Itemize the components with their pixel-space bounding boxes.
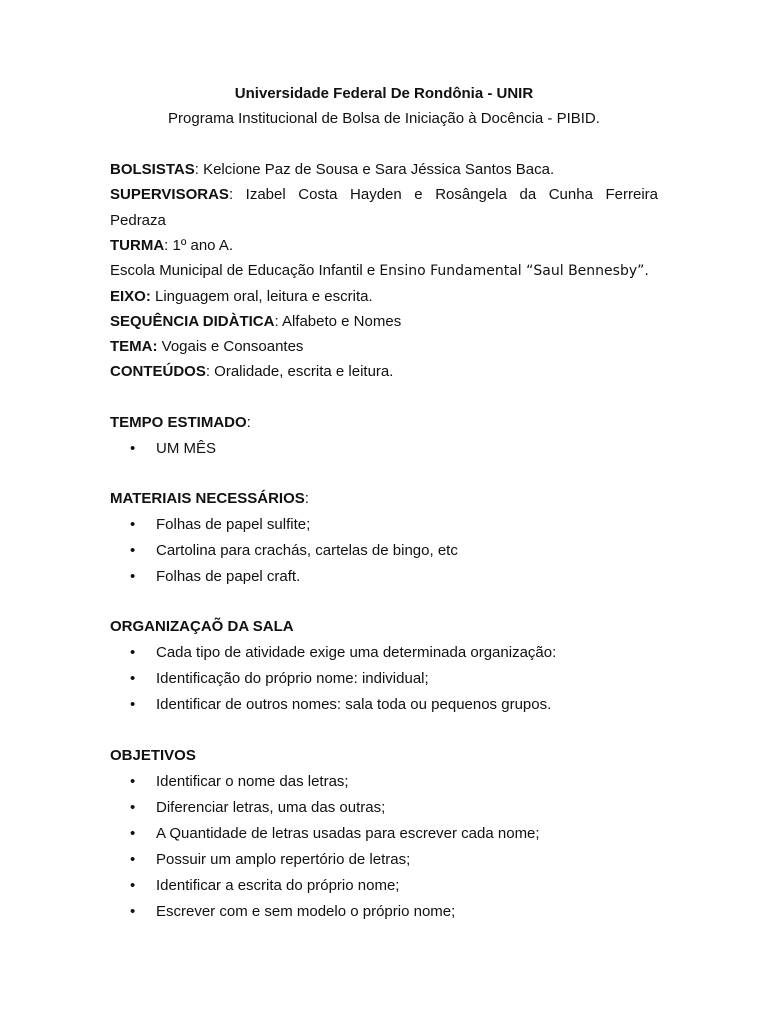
bolsistas-value: : Kelcione Paz de Sousa e Sara Jéssica Santos Baca.: [194, 161, 555, 178]
conteudos-value: : Oralidade, escrita e leitura.: [205, 363, 394, 380]
supervisoras-value: : Izabel Costa Hayden e Rosângela da Cunha Ferreira: [228, 186, 658, 203]
turma-label: TURMA: [110, 237, 165, 254]
bullet-icon: •: [130, 568, 136, 585]
escola-part1: Escola Municipal de Educação Infantil e: [110, 262, 380, 279]
bullet-icon: •: [130, 696, 136, 713]
sequencia-line: [110, 313, 658, 331]
bolsistas-line: [110, 161, 658, 179]
turma-line: [110, 237, 658, 255]
bullet-icon: •: [130, 644, 136, 661]
materiais-heading: MATERIAIS NECESSÁRIOS:: [110, 490, 309, 507]
supervisoras-line: [110, 186, 658, 204]
bullet-icon: •: [130, 670, 136, 687]
objetivos-heading: OBJETIVOS: [110, 747, 196, 764]
supervisoras-continuation: Pedraza: [110, 212, 166, 229]
bullet-icon: •: [130, 877, 136, 894]
turma-value: : 1º ano A.: [164, 237, 234, 254]
bullet-icon: •: [130, 851, 136, 868]
document-page: Universidade Federal De Rondônia - UNIR Programa Institucional de Bolsa de Iniciação à Docência - PIBID. BOLSISTAS: Kelcione Paz de Sousa e Sara Jéssica Santos Baca. SUPERVISORAS: Izabel Costa Hayden e Rosângela da Cunha Ferreira Pedraza TURMA: 1º ano A. Escola Municipal de Educação Infantil e Ensino Fundamental “Saul Bennesby”. EIXO: Linguagem oral, leitura e escrita. SEQUÊNCIA DIDÀTICA: Alfabeto e Nomes TEMA: Vogais e Consoantes CONTEÚDOS: Oralidade, escrita e leitura. TEMPO ESTIMADO: • UM MÊS MATERIAIS NECESSÁRIOS: • Folhas de papel sulfite; • Cartolina para crachás, cartelas de bingo, etc • Folhas de papel craft. ORGANIZAÇAÕ DA SALA • Cada tipo de atividade exige uma determinada organização: • Identificação do próprio nome: individual; • Identificar de outros nomes: sala toda ou pequenos grupos. OBJETIVOS • Identificar o nome das letras; • Diferenciar letras, uma das outras; • A Quantidade de letras usadas para escrever cada nome; • Possuir um amplo repertório de letras; • Identificar a escrita do próprio nome; • Escrever com e sem modelo o próprio nome;: [0, 0, 768, 1024]
sequencia-value: : Alfabeto e Nomes: [274, 313, 402, 330]
tema-line: [110, 338, 658, 356]
program-title: Programa Institucional de Bolsa de Iniciação à Docência - PIBID.: [168, 110, 600, 127]
eixo-line: [110, 288, 658, 306]
tema-value: Vogais e Consoantes: [157, 338, 304, 355]
tempo-heading: TEMPO ESTIMADO:: [110, 414, 251, 431]
tema-label: TEMA:: [110, 338, 158, 355]
escola-part2: Ensino Fundamental “Saul Bennesby”.: [379, 263, 649, 279]
bullet-icon: •: [130, 799, 136, 816]
escola-line: [110, 262, 658, 280]
bullet-icon: •: [130, 825, 136, 842]
eixo-value: Linguagem oral, leitura e escrita.: [150, 288, 373, 305]
conteudos-line: [110, 363, 658, 381]
bullet-icon: •: [130, 516, 136, 533]
supervisoras-label: SUPERVISORAS: [110, 186, 229, 203]
bullet-icon: •: [130, 440, 136, 457]
bullet-icon: •: [130, 903, 136, 920]
sequencia-label: SEQUÊNCIA DIDÀTICA: [110, 313, 275, 330]
bullet-icon: •: [130, 773, 136, 790]
bullet-icon: •: [130, 542, 136, 559]
eixo-label: EIXO:: [110, 288, 151, 305]
university-title: Universidade Federal De Rondônia - UNIR: [234, 85, 534, 102]
organizacao-heading: ORGANIZAÇAÕ DA SALA: [110, 618, 294, 635]
conteudos-label: CONTEÚDOS: [110, 363, 206, 380]
bolsistas-label: BOLSISTAS: [110, 161, 195, 178]
